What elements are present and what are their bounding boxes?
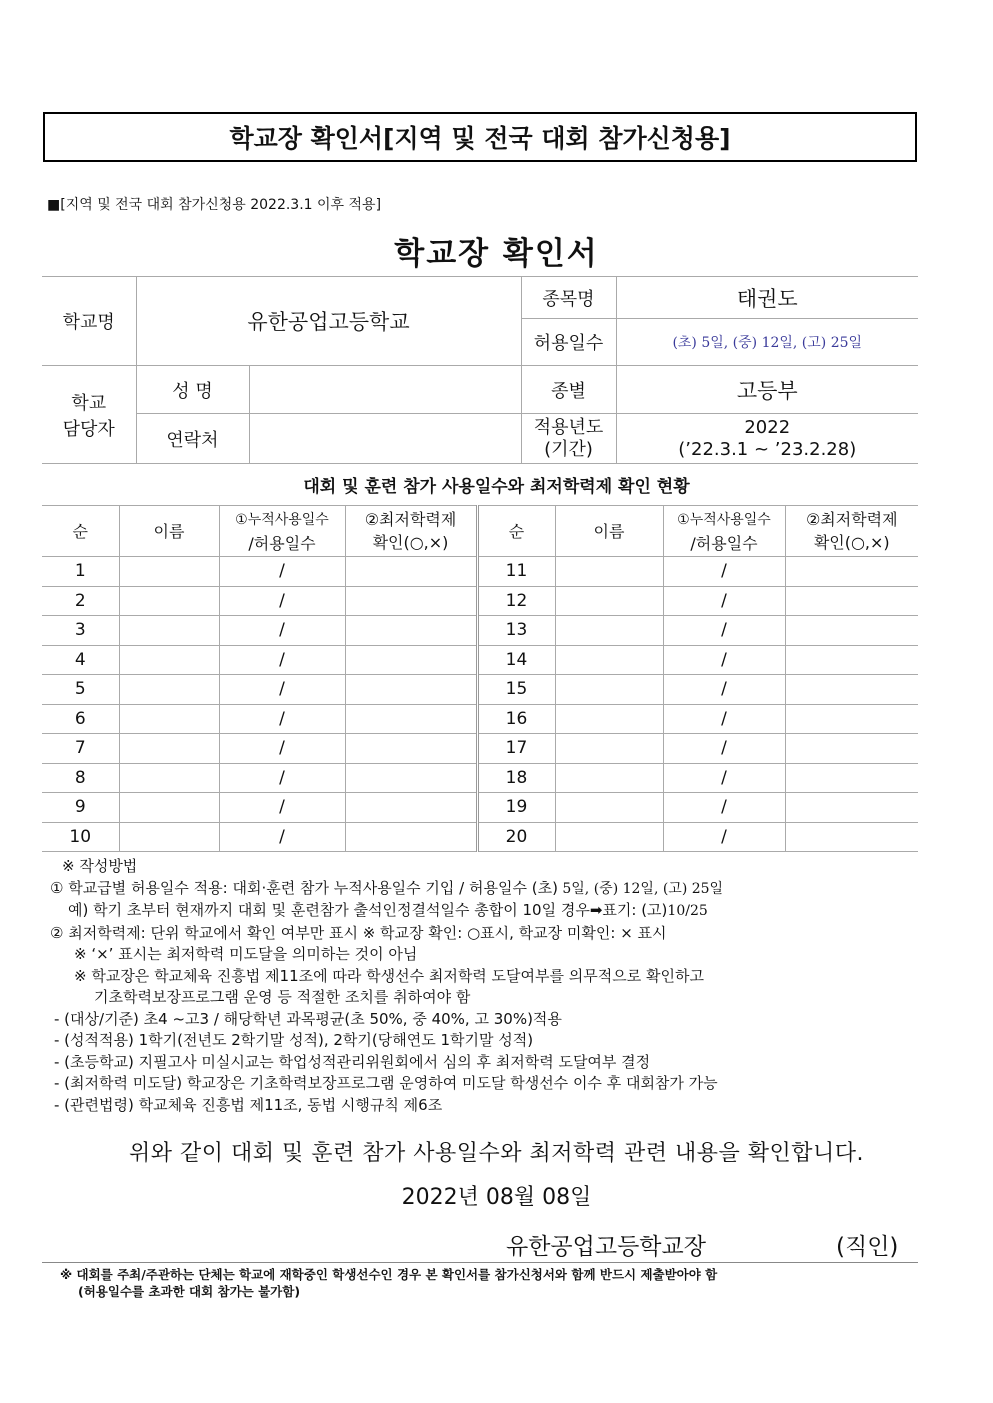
footnote: ※ 대회를 주최/주관하는 단체는 학교에 재학중인 학생선수인 경우 본 확인서를 참가신청서와 함께 반드시 제출받아야 함 (허용일수를 초과한 대회 참가는 불가함) xyxy=(60,1267,718,1299)
event-label: 종목명 xyxy=(521,277,616,319)
row-min-check xyxy=(785,645,918,675)
row-days: / xyxy=(663,675,785,705)
row-name xyxy=(119,822,219,852)
arrow-icon: ➡ xyxy=(589,901,603,919)
row-name xyxy=(119,763,219,793)
row-days: / xyxy=(219,645,345,675)
row-min-check xyxy=(785,734,918,764)
row-number: 19 xyxy=(477,793,555,823)
row-name xyxy=(555,675,663,705)
row-min-check xyxy=(785,763,918,793)
row-number: 16 xyxy=(477,704,555,734)
col-min: ②최저학력제 확인(○,×) xyxy=(785,506,918,557)
instr-line: - (대상/기준) 초4 ~고3 / 해당학년 과목평균(초 50%, 중 40%, 고 30%)적용 xyxy=(54,1009,562,1028)
row-number: 9 xyxy=(42,793,119,823)
banner-title: 학교장 확인서[지역 및 전국 대회 참가신청용] xyxy=(43,112,917,162)
row-days: / xyxy=(663,822,785,852)
row-name xyxy=(119,793,219,823)
row-name xyxy=(555,822,663,852)
roster-table xyxy=(42,505,918,852)
instr-line: ① 학교급별 허용일수 적용: 대회·훈련 참가 누적사용일수 기입 / 허용일수 (초) 5일, (중) 12일, (고) 25일 xyxy=(50,878,724,897)
top-note: ■[지역 및 전국 대회 참가신청용 2022.3.1 이후 적용] xyxy=(47,197,382,213)
row-min-check xyxy=(785,557,918,587)
row-min-check xyxy=(345,763,477,793)
instr-line: - (최저학력 미도달) 학교장은 기초학력보장프로그램 운영하여 미도달 학생선수 이수 후 대회참가 가능 xyxy=(54,1074,718,1092)
row-number: 17 xyxy=(477,734,555,764)
table-row xyxy=(42,793,918,823)
row-min-check xyxy=(785,675,918,705)
row-days: / xyxy=(219,704,345,734)
row-number: 4 xyxy=(42,645,119,675)
name-value xyxy=(249,366,521,414)
row-number: 2 xyxy=(42,586,119,616)
row-number: 13 xyxy=(477,616,555,646)
row-min-check xyxy=(785,793,918,823)
name-label: 성 명 xyxy=(136,366,249,414)
col-min: ②최저학력제 확인(○,×) xyxy=(345,506,477,557)
official-seal: (직인) xyxy=(836,1234,899,1260)
instr-line: - (성적적용) 1학기(전년도 2학기말 성적), 2학기(당해연도 1학기말 성적) xyxy=(54,1031,534,1049)
row-number: 11 xyxy=(477,557,555,587)
row-days: / xyxy=(219,793,345,823)
year-value: 2022 (’22.3.1 ~ ’23.2.28) xyxy=(616,414,918,464)
row-name xyxy=(119,734,219,764)
row-days: / xyxy=(663,704,785,734)
event-value: 태권도 xyxy=(616,277,918,319)
row-name xyxy=(555,557,663,587)
table-row xyxy=(42,645,918,675)
row-number: 6 xyxy=(42,704,119,734)
row-name xyxy=(555,704,663,734)
table-row xyxy=(42,557,918,587)
row-min-check xyxy=(345,793,477,823)
section-title: 대회 및 훈련 참가 사용일수와 최저학력제 확인 현황 xyxy=(303,477,690,497)
col-no: 순 xyxy=(477,506,555,557)
row-name xyxy=(555,763,663,793)
row-days: / xyxy=(219,557,345,587)
row-name xyxy=(119,586,219,616)
table-row xyxy=(42,586,918,616)
row-days: / xyxy=(219,763,345,793)
col-days: ①누적사용일수 /허용일수 xyxy=(663,506,785,557)
row-name xyxy=(555,616,663,646)
row-days: / xyxy=(219,734,345,764)
col-name: 이름 xyxy=(555,506,663,557)
confirm-statement: 위와 같이 대회 및 훈련 참가 사용일수와 최저학력 관련 내용을 확인합니다. xyxy=(129,1141,864,1166)
row-min-check xyxy=(345,704,477,734)
row-min-check xyxy=(345,822,477,852)
row-days: / xyxy=(663,645,785,675)
row-number: 3 xyxy=(42,616,119,646)
col-name: 이름 xyxy=(119,506,219,557)
row-number: 7 xyxy=(42,734,119,764)
row-number: 5 xyxy=(42,675,119,705)
col-no: 순 xyxy=(42,506,119,557)
row-min-check xyxy=(785,616,918,646)
row-days: / xyxy=(663,763,785,793)
instr-line: - (관련법령) 학교체육 진흥법 제11조, 동법 시행규칙 제6조 xyxy=(54,1095,443,1114)
instr-line: - (초등학교) 지필고사 미실시교는 학업성적관리위원회에서 심의 후 최저학력 도달여부 결정 xyxy=(54,1052,651,1071)
row-name xyxy=(119,704,219,734)
row-days: / xyxy=(219,822,345,852)
row-name xyxy=(555,645,663,675)
row-number: 20 xyxy=(477,822,555,852)
divider xyxy=(42,1262,918,1263)
row-min-check xyxy=(785,704,918,734)
row-number: 1 xyxy=(42,557,119,587)
instr-line: 기초학력보장프로그램 운영 등 적절한 조치를 취하여야 함 xyxy=(94,988,471,1006)
main-title: 학교장 확인서 xyxy=(394,236,599,272)
info-table xyxy=(42,276,918,464)
col-days: ①누적사용일수 /허용일수 xyxy=(219,506,345,557)
school-value: 유한공업고등학교 xyxy=(136,277,521,366)
row-number: 15 xyxy=(477,675,555,705)
school-label: 학교명 xyxy=(42,277,136,366)
allowed-value: (초) 5일, (중) 12일, (고) 25일 xyxy=(616,319,918,366)
row-min-check xyxy=(785,586,918,616)
row-min-check xyxy=(345,557,477,587)
table-row xyxy=(42,763,918,793)
row-days: / xyxy=(219,616,345,646)
row-min-check xyxy=(345,675,477,705)
instructions xyxy=(50,856,930,1116)
manager-label: 학교 담당자 xyxy=(42,366,136,464)
contact-value xyxy=(249,414,521,464)
row-days: / xyxy=(219,675,345,705)
row-number: 12 xyxy=(477,586,555,616)
row-name xyxy=(555,793,663,823)
row-min-check xyxy=(345,645,477,675)
row-name xyxy=(555,586,663,616)
row-name xyxy=(119,616,219,646)
row-name xyxy=(119,645,219,675)
year-label: 적용년도 (기간) xyxy=(521,414,616,464)
principal-signature: 유한공업고등학교장 xyxy=(506,1234,706,1260)
row-days: / xyxy=(663,586,785,616)
division-value: 고등부 xyxy=(616,366,918,414)
row-number: 14 xyxy=(477,645,555,675)
instr-line: ② 최저학력제: 단위 학교에서 확인 여부만 표시 ※ 학교장 확인: ○표시, 학교장 미확인: × 표시 xyxy=(50,923,667,942)
row-days: / xyxy=(663,734,785,764)
table-row xyxy=(42,822,918,852)
row-min-check xyxy=(345,616,477,646)
table-row xyxy=(42,616,918,646)
row-min-check xyxy=(345,734,477,764)
row-number: 18 xyxy=(477,763,555,793)
row-number: 8 xyxy=(42,763,119,793)
row-number: 10 xyxy=(42,822,119,852)
row-min-check xyxy=(785,822,918,852)
row-days: / xyxy=(663,793,785,823)
instr-line: 예) 학기 초부터 현재까지 대회 및 훈련참가 출석인정결석일수 총합이 10일 경우➡표기: (고)10/25 xyxy=(68,901,708,919)
instr-line: ※ 학교장은 학교체육 진흥법 제11조에 따라 학생선수 최저학력 도달여부를 의무적으로 확인하고 xyxy=(74,966,704,985)
contact-label: 연락처 xyxy=(136,414,249,464)
row-name xyxy=(555,734,663,764)
row-days: / xyxy=(663,557,785,587)
row-days: / xyxy=(219,586,345,616)
row-min-check xyxy=(345,586,477,616)
row-name xyxy=(119,557,219,587)
table-row xyxy=(42,704,918,734)
table-row xyxy=(42,734,918,764)
instr-heading: ※ 작성방법 xyxy=(62,857,138,875)
instr-line: ※ ‘×’ 표시는 최저학력 미도달을 의미하는 것이 아님 xyxy=(74,945,418,963)
table-row xyxy=(42,675,918,705)
row-name xyxy=(119,675,219,705)
division-label: 종별 xyxy=(521,366,616,414)
row-days: / xyxy=(663,616,785,646)
issue-date: 2022년 08월 08일 xyxy=(401,1185,592,1210)
allowed-label: 허용일수 xyxy=(521,319,616,366)
